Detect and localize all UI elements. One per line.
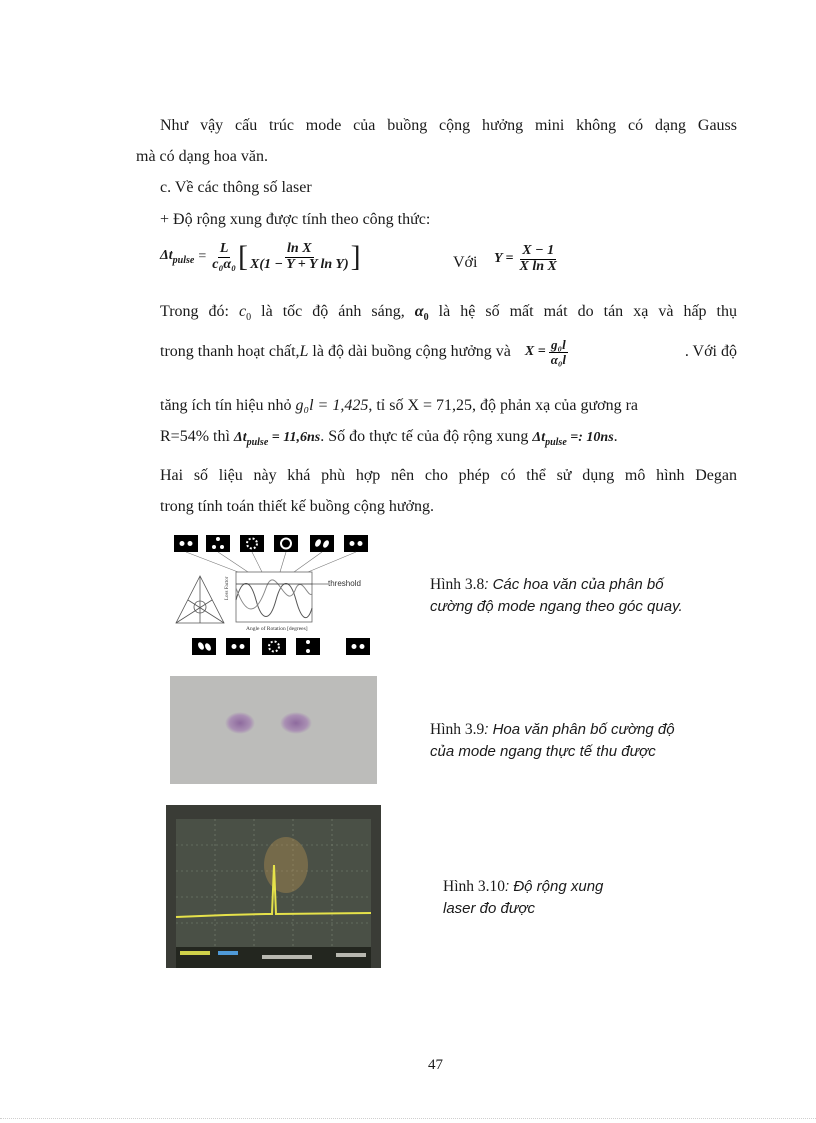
page-bottom-border: [0, 1118, 816, 1119]
bottom-mode-thumbnails: [192, 638, 370, 655]
figure-3-8-caption: Hình 3.8: Các hoa văn của phân bố cường độ mode ngang theo góc quay.: [430, 576, 683, 615]
formula-equals: =: [198, 249, 207, 265]
paragraph-2-line-1: Trong đó: $c_0$ là tốc độ ánh sáng, $\alpha_0$ là hệ số mất mát do tán xạ và hấp thụ: [160, 303, 738, 324]
top-mode-thumbnails: [174, 535, 368, 552]
loss-factor-plot: [225, 572, 361, 632]
mode-pattern-diagram: [170, 528, 378, 660]
paragraph-1-line-1: Như vậy cấu trúc mode của buồng cộng hưởng mini không có dạng Gauss: [160, 117, 737, 134]
with-label: Với: [453, 254, 478, 271]
paragraph-2-line-5: Hai số liệu này khá phù hợp nên cho phép có thể sử dụng mô hình Degan: [160, 467, 737, 484]
figure-3-9-caption: Hình 3.9: Hoa văn phân bố cường độ của mode ngang thực tế thu được: [430, 721, 675, 760]
paragraph-1-line-2: mà có dạng hoa văn.: [136, 148, 268, 165]
mode-lobe-right: [280, 712, 312, 734]
x-axis-label: Angle of Rotation [degrees]: [246, 626, 308, 632]
figure-3-10-oscilloscope-photo: [166, 805, 381, 968]
y-definition: Y = $\frac{X - 1}{\text{X ln X}}$: [494, 243, 557, 274]
formula-fraction-1: $\frac{L}{\text{c₀α₀}}$: [212, 241, 236, 272]
figure-3-8-mode-patterns: [170, 528, 378, 660]
paragraph-2-line-6: trong tính toán thiết kế buồng cộng hưởng.: [160, 498, 434, 515]
paragraph-2-line-3: tăng ích tín hiệu nhỏ g₀l = 1,425, tỉ số X = 71,25, độ phản xạ của gương ra: [160, 397, 639, 414]
section-c-heading: c. Về các thông số laser: [160, 179, 312, 196]
paragraph-2-line-2: trong thanh hoạt chất, L là độ dài buồng cộng hưởng và X = $\frac{\text{g₀l}}{\text{α₀l}}$ . Với độ: [160, 337, 737, 367]
y-axis-label: Loss Factor: [225, 576, 230, 600]
page-number: 47: [428, 1057, 443, 1073]
pulse-width-intro: + Độ rộng xung được tính theo công thức:: [160, 211, 431, 228]
triangle-diagram: [176, 576, 224, 623]
mode-lobe-left: [225, 712, 255, 734]
pulse-width-formula: $\Delta t_{pulse}$ = $\frac{L}{\text{c₀α₀}}$ [ $\frac{\text{ln X}}{\text{X(1 − Y + Y ln Y)}}$ ]: [160, 240, 361, 274]
paragraph-2-line-4: R=54% thì $\Delta t_{pulse} = 11,6ns$. Số đo thực tế của độ rộng xung $\Delta t_{pulse}$ =: 10ns.: [160, 428, 618, 448]
figure-3-9-mode-photo: [170, 676, 377, 784]
formula-fraction-2: $\frac{\text{ln X}}{\text{X(1 − Y + Y ln Y)}}$: [249, 241, 349, 272]
formula-lhs: $\Delta t_{pulse}$: [160, 248, 195, 267]
figure-3-10-caption: Hình 3.10: Độ rộng xung laser đo được: [443, 878, 604, 917]
threshold-label: threshold: [328, 579, 361, 588]
